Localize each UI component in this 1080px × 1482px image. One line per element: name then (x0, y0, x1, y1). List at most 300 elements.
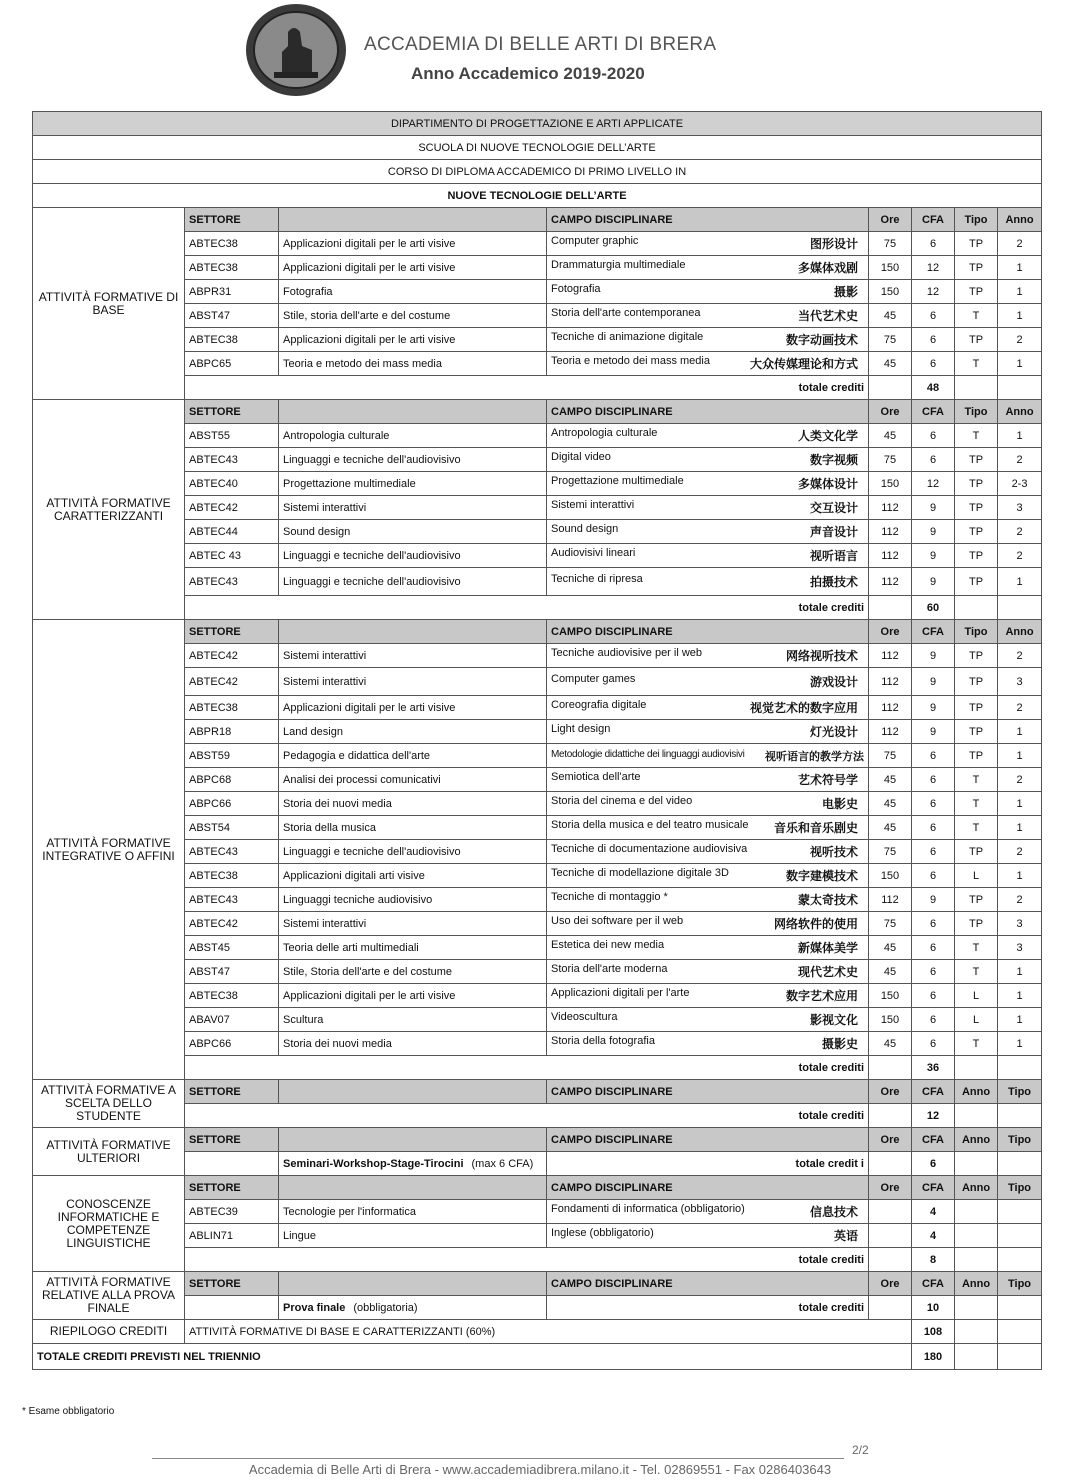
tipo-cell: L (955, 864, 998, 888)
campo-text: Tecniche di modellazione digitale 3D (551, 867, 729, 879)
settore-cell: ABTEC44 (185, 520, 279, 544)
tipo-cell: TP (955, 720, 998, 744)
cfa-header: CFA (912, 208, 955, 232)
tipo-cell: T (955, 352, 998, 376)
table-row (33, 1296, 1042, 1320)
tipo-cell: TP (955, 544, 998, 568)
settore-header: SETTORE (185, 1080, 279, 1104)
chinese-translation: 视觉艺术的数字应用 (749, 701, 858, 715)
total-label: totale crediti (547, 1296, 869, 1320)
campo-cell (547, 668, 869, 696)
chinese-translation: 声音设计 (809, 525, 858, 539)
tipo-header: Tipo (955, 400, 998, 424)
anno-header: Anno (955, 1128, 998, 1152)
table-row (33, 720, 1042, 744)
anno-cell: 2 (998, 232, 1042, 256)
settore-cell: ABTEC43 (185, 840, 279, 864)
cfa-cell: 9 (912, 668, 955, 696)
anno-cell: 3 (998, 496, 1042, 520)
total-label: totale crediti (185, 1056, 869, 1080)
tipo-cell: TP (955, 912, 998, 936)
campo-cell (547, 864, 869, 888)
discipline-cell: Applicazioni digitali per le arti visive (279, 696, 547, 720)
settore-cell: ABTEC42 (185, 668, 279, 696)
cfa-cell: 4 (912, 1200, 955, 1224)
course-title: CORSO DI DIPLOMA ACCADEMICO DI PRIMO LIVELLO IN (33, 160, 1042, 184)
ore-cell (869, 1224, 912, 1248)
settore-cell: ABTEC38 (185, 328, 279, 352)
ore-cell (869, 1200, 912, 1224)
campo-text: Semiotica dell'arte (551, 771, 641, 783)
table-row (33, 744, 1042, 768)
ore-cell: 112 (869, 720, 912, 744)
ore-cell: 150 (869, 1008, 912, 1032)
cfa-header: CFA (912, 620, 955, 644)
anno-cell: 2 (998, 768, 1042, 792)
chinese-translation: 艺术符号学 (797, 773, 858, 787)
table-row (33, 1152, 1042, 1176)
ore-cell: 150 (869, 864, 912, 888)
table-row (33, 1056, 1042, 1080)
chinese-translation: 蒙太奇技术 (797, 893, 858, 907)
anno-header: Anno (998, 400, 1042, 424)
cfa-header: CFA (912, 1080, 955, 1104)
tipo-cell: T (955, 960, 998, 984)
cfa-cell: 6 (912, 984, 955, 1008)
tipo-cell: TP (955, 328, 998, 352)
chinese-translation: 图形设计 (809, 237, 858, 251)
table-row (33, 984, 1042, 1008)
anno-cell: 1 (998, 960, 1042, 984)
summary-text: ATTIVITÀ FORMATIVE DI BASE E CARATTERIZZANTI (60%) (185, 1320, 912, 1344)
ore-cell: 112 (869, 520, 912, 544)
table-row (33, 1248, 1042, 1272)
ore-cell: 45 (869, 792, 912, 816)
campo-text: Computer games (551, 673, 636, 685)
campo-cell (547, 816, 869, 840)
cfa-cell: 12 (912, 280, 955, 304)
ore-cell: 75 (869, 840, 912, 864)
total-label: totale crediti (185, 596, 869, 620)
table-row (33, 596, 1042, 620)
footer-rule (152, 1458, 844, 1459)
campo-cell (547, 1200, 869, 1224)
campo-text: Videoscultura (551, 1011, 618, 1023)
anno-cell: 2 (998, 544, 1042, 568)
table-row (33, 544, 1042, 568)
ore-cell: 112 (869, 544, 912, 568)
ore-cell: 112 (869, 644, 912, 668)
ore-cell: 150 (869, 984, 912, 1008)
chinese-translation: 视听技术 (809, 845, 858, 859)
academic-year: Anno Accademico 2019-2020 (411, 64, 645, 83)
ore-cell: 45 (869, 936, 912, 960)
anno-cell: 1 (998, 256, 1042, 280)
settore-cell: ABTEC43 (185, 888, 279, 912)
table-row (33, 352, 1042, 376)
table-row (33, 840, 1042, 864)
anno-cell: 1 (998, 792, 1042, 816)
anno-cell: 1 (998, 424, 1042, 448)
table-row (33, 184, 1042, 208)
settore-cell: ABLIN71 (185, 1224, 279, 1248)
page-number: 2/2 (852, 1443, 869, 1457)
settore-cell: ABAV07 (185, 1008, 279, 1032)
discipline-cell: Linguaggi e tecniche dell'audiovisivo (279, 568, 547, 596)
settore-cell: ABST47 (185, 960, 279, 984)
chinese-translation: 数字视频 (809, 453, 858, 467)
table-row (33, 1320, 1042, 1344)
campo-text: Inglese (obbligatorio) (551, 1227, 654, 1239)
campo-cell (547, 472, 869, 496)
cfa-cell: 6 (912, 352, 955, 376)
table-row (33, 936, 1042, 960)
cfa-cell: 6 (912, 912, 955, 936)
discipline-cell: Sistemi interattivi (279, 668, 547, 696)
chinese-translation: 拍摄技术 (809, 575, 858, 589)
category-label: ATTIVITÀ FORMATIVE ULTERIORI (33, 1128, 185, 1176)
cfa-header: CFA (912, 1176, 955, 1200)
tipo-cell: T (955, 936, 998, 960)
discipline-cell: Teoria e metodo dei mass media (279, 352, 547, 376)
settore-cell: ABTEC39 (185, 1200, 279, 1224)
campo-cell (547, 424, 869, 448)
anno-cell: 1 (998, 304, 1042, 328)
chinese-translation: 影视文化 (809, 1013, 858, 1027)
grand-total-label: TOTALE CREDITI PREVISTI NEL TRIENNIO (33, 1344, 912, 1370)
settore-cell: ABTEC38 (185, 864, 279, 888)
table-row (33, 1272, 1042, 1296)
discipline-cell: Applicazioni digitali per le arti visive (279, 328, 547, 352)
table-row (33, 400, 1042, 424)
chinese-translation: 人类文化学 (797, 429, 858, 443)
table-row (33, 160, 1042, 184)
campo-cell (547, 960, 869, 984)
academy-name: ACCADEMIA DI BELLE ARTI DI BRERA (364, 34, 717, 55)
anno-header: Anno (955, 1272, 998, 1296)
table-row (33, 376, 1042, 400)
tipo-cell: TP (955, 696, 998, 720)
anno-cell: 1 (998, 744, 1042, 768)
chinese-translation: 电影史 (821, 797, 858, 811)
chinese-translation: 数字艺术应用 (785, 989, 858, 1003)
discipline-cell: Progettazione multimediale (279, 472, 547, 496)
cfa-cell: 9 (912, 520, 955, 544)
activity-note: (obbligatoria) (353, 1301, 418, 1314)
tipo-cell: TP (955, 644, 998, 668)
campo-header: CAMPO DISCIPLINARE (547, 1272, 869, 1296)
discipline-cell: Applicazioni digitali arti visive (279, 864, 547, 888)
table-row (33, 496, 1042, 520)
tipo-cell: T (955, 792, 998, 816)
campo-cell (547, 352, 869, 376)
campo-text: Metodologie didattiche dei linguaggi audiovisivi (551, 748, 745, 760)
campo-text: Tecniche di montaggio * (551, 891, 668, 903)
academy-seal-logo (244, 2, 348, 98)
discipline-cell: Fotografia (279, 280, 547, 304)
chinese-translation: 当代艺术史 (797, 309, 858, 323)
discipline-cell: Stile, storia dell'arte e del costume (279, 304, 547, 328)
discipline-cell: Linguaggi e tecniche dell'audiovisivo (279, 544, 547, 568)
cfa-header: CFA (912, 1272, 955, 1296)
cfa-cell: 6 (912, 960, 955, 984)
cfa-cell: 6 (912, 816, 955, 840)
settore-cell: ABPC65 (185, 352, 279, 376)
discipline-cell: Lingue (279, 1224, 547, 1248)
campo-text: Tecniche audiovisive per il web (551, 647, 703, 659)
campo-header: CAMPO DISCIPLINARE (547, 1128, 869, 1152)
table-row (33, 1032, 1042, 1056)
cfa-cell: 6 (912, 328, 955, 352)
settore-cell: ABST59 (185, 744, 279, 768)
tipo-cell: TP (955, 256, 998, 280)
activity-title: Seminari-Workshop-Stage-Tirocini (283, 1157, 464, 1170)
ore-cell: 75 (869, 744, 912, 768)
discipline-cell: Sistemi interattivi (279, 644, 547, 668)
cfa-cell: 6 (912, 232, 955, 256)
campo-text: Computer graphic (551, 235, 639, 247)
activity-name (279, 1296, 547, 1320)
anno-cell: 2 (998, 888, 1042, 912)
settore-header: SETTORE (185, 1272, 279, 1296)
table-row (33, 696, 1042, 720)
campo-cell (547, 768, 869, 792)
settore-cell: ABTEC38 (185, 256, 279, 280)
anno-cell: 1 (998, 1008, 1042, 1032)
campo-text: Light design (551, 723, 611, 735)
campo-cell (547, 644, 869, 668)
ore-header: Ore (869, 400, 912, 424)
tipo-cell: TP (955, 744, 998, 768)
campo-text: Tecniche di animazione digitale (551, 331, 704, 343)
campo-text: Drammaturgia multimediale (551, 259, 686, 271)
ore-cell: 75 (869, 232, 912, 256)
chinese-translation: 视听语言的教学方法 (765, 750, 864, 763)
cfa-cell: 9 (912, 888, 955, 912)
table-row (33, 1224, 1042, 1248)
category-label: ATTIVITÀ FORMATIVE RELATIVE ALLA PROVA FINALE (33, 1272, 185, 1320)
tipo-cell (955, 1224, 998, 1248)
campo-cell (547, 328, 869, 352)
tipo-header: Tipo (955, 620, 998, 644)
total-value: 8 (912, 1248, 955, 1272)
campo-text: Estetica dei new media (551, 939, 665, 951)
discipline-cell: Storia dei nuovi media (279, 1032, 547, 1056)
campo-cell (547, 744, 869, 768)
table-row (33, 280, 1042, 304)
campo-cell (547, 936, 869, 960)
anno-cell: 1 (998, 864, 1042, 888)
campo-cell (547, 912, 869, 936)
cfa-cell: 4 (912, 1224, 955, 1248)
discipline-cell: Linguaggi e tecniche dell'audiovisivo (279, 448, 547, 472)
chinese-translation: 游戏设计 (809, 675, 858, 689)
tipo-cell: TP (955, 232, 998, 256)
campo-text: Antropologia culturale (551, 427, 658, 439)
ore-cell: 112 (869, 888, 912, 912)
campo-header: CAMPO DISCIPLINARE (547, 1080, 869, 1104)
anno-cell (998, 1224, 1042, 1248)
table-row (33, 448, 1042, 472)
chinese-translation: 英语 (833, 1229, 858, 1243)
settore-cell: ABST45 (185, 936, 279, 960)
ore-cell: 75 (869, 448, 912, 472)
activity-name (279, 1152, 547, 1176)
chinese-translation: 多媒体设计 (797, 477, 858, 491)
anno-cell: 2 (998, 520, 1042, 544)
table-row (33, 472, 1042, 496)
chinese-translation: 数字建模技术 (785, 869, 858, 883)
ore-cell: 150 (869, 256, 912, 280)
tipo-cell: T (955, 768, 998, 792)
table-row (33, 1128, 1042, 1152)
ore-cell: 45 (869, 768, 912, 792)
cfa-cell: 9 (912, 568, 955, 596)
table-row (33, 960, 1042, 984)
cfa-cell: 6 (912, 424, 955, 448)
anno-cell: 3 (998, 936, 1042, 960)
campo-cell (547, 888, 869, 912)
tipo-cell: T (955, 304, 998, 328)
discipline-cell: Analisi dei processi comunicativi (279, 768, 547, 792)
anno-cell: 1 (998, 816, 1042, 840)
tipo-header: Tipo (955, 208, 998, 232)
anno-cell: 2 (998, 328, 1042, 352)
tipo-cell: TP (955, 496, 998, 520)
settore-cell: ABPR31 (185, 280, 279, 304)
anno-header: Anno (998, 208, 1042, 232)
cfa-cell: 6 (912, 744, 955, 768)
settore-cell: ABTEC38 (185, 696, 279, 720)
category-label: ATTIVITÀ FORMATIVE DI BASE (33, 208, 185, 400)
settore-header: SETTORE (185, 1176, 279, 1200)
tipo-cell: TP (955, 840, 998, 864)
total-label: totale crediti (185, 376, 869, 400)
settore-header: SETTORE (185, 208, 279, 232)
chinese-translation: 视听语言 (809, 549, 858, 563)
category-label: ATTIVITÀ FORMATIVE INTEGRATIVE O AFFINI (33, 620, 185, 1080)
campo-text: Digital video (551, 451, 611, 463)
tipo-cell (955, 1200, 998, 1224)
discipline-cell: Teoria delle arti multimediali (279, 936, 547, 960)
settore-cell: ABTEC42 (185, 912, 279, 936)
anno-header: Anno (998, 620, 1042, 644)
tipo-cell: TP (955, 568, 998, 596)
ore-cell: 75 (869, 328, 912, 352)
table-row (33, 232, 1042, 256)
campo-header: CAMPO DISCIPLINARE (547, 208, 869, 232)
settore-cell: ABTEC 43 (185, 544, 279, 568)
cfa-cell: 6 (912, 768, 955, 792)
chinese-translation: 摄影史 (821, 1037, 858, 1051)
cfa-cell: 9 (912, 696, 955, 720)
ore-cell: 45 (869, 424, 912, 448)
anno-header: Anno (955, 1080, 998, 1104)
chinese-translation: 现代艺术史 (797, 965, 858, 979)
campo-cell (547, 696, 869, 720)
chinese-translation: 灯光设计 (809, 725, 858, 739)
total-value: 10 (912, 1296, 955, 1320)
tipo-cell: T (955, 424, 998, 448)
anno-cell: 2-3 (998, 472, 1042, 496)
campo-text: Sound design (551, 523, 619, 535)
campo-cell (547, 256, 869, 280)
table-row (33, 1080, 1042, 1104)
chinese-translation: 信息技术 (809, 1205, 858, 1219)
discipline-cell: Storia dei nuovi media (279, 792, 547, 816)
campo-text: Tecniche di documentazione audiovisiva (551, 843, 748, 855)
anno-cell: 2 (998, 840, 1042, 864)
campo-text: Applicazioni digitali per l'arte (551, 987, 690, 999)
ore-cell: 75 (869, 912, 912, 936)
table-row (33, 888, 1042, 912)
footnote: * Esame obbligatorio (22, 1406, 115, 1417)
tipo-cell: TP (955, 448, 998, 472)
cfa-cell: 6 (912, 936, 955, 960)
cfa-header: CFA (912, 400, 955, 424)
cfa-cell: 6 (912, 1032, 955, 1056)
total-label: totale crediti (185, 1104, 869, 1128)
anno-cell (998, 1200, 1042, 1224)
table-row (33, 768, 1042, 792)
campo-text: Storia della musica e del teatro musicale (551, 819, 749, 831)
discipline-cell: Land design (279, 720, 547, 744)
campo-cell (547, 1032, 869, 1056)
table-row (33, 112, 1042, 136)
anno-header: Anno (955, 1176, 998, 1200)
ore-cell: 45 (869, 1032, 912, 1056)
tipo-cell: TP (955, 280, 998, 304)
discipline-cell: Scultura (279, 1008, 547, 1032)
tipo-header: Tipo (998, 1176, 1042, 1200)
cfa-cell: 6 (912, 840, 955, 864)
settore-cell: ABTEC42 (185, 644, 279, 668)
table-row (33, 1344, 1042, 1370)
chinese-translation: 数字动画技术 (785, 333, 858, 347)
cfa-cell: 12 (912, 256, 955, 280)
department-title: DIPARTIMENTO DI PROGETTAZIONE E ARTI APPLICATE (33, 112, 1042, 136)
campo-cell (547, 280, 869, 304)
ore-cell: 150 (869, 280, 912, 304)
school-title: SCUOLA DI NUOVE TECNOLOGIE DELL’ARTE (33, 136, 1042, 160)
table-row (33, 620, 1042, 644)
discipline-cell: Linguaggi tecniche audiovisivo (279, 888, 547, 912)
table-row (33, 520, 1042, 544)
total-value: 60 (912, 596, 955, 620)
tipo-cell: L (955, 984, 998, 1008)
total-value: 36 (912, 1056, 955, 1080)
ore-cell: 45 (869, 304, 912, 328)
settore-cell: ABPC68 (185, 768, 279, 792)
category-label: ATTIVITÀ FORMATIVE A SCELTA DELLO STUDENTE (33, 1080, 185, 1128)
settore-cell: ABST47 (185, 304, 279, 328)
tipo-cell: L (955, 1008, 998, 1032)
tipo-cell: TP (955, 888, 998, 912)
campo-text: Storia del cinema e del video (551, 795, 693, 807)
settore-cell: ABPR18 (185, 720, 279, 744)
grand-total-value: 180 (912, 1344, 955, 1370)
total-value: 12 (912, 1104, 955, 1128)
ore-header: Ore (869, 1128, 912, 1152)
anno-cell: 2 (998, 448, 1042, 472)
ore-header: Ore (869, 208, 912, 232)
campo-cell (547, 304, 869, 328)
cfa-cell: 9 (912, 544, 955, 568)
table-row (33, 912, 1042, 936)
chinese-translation: 音乐和音乐剧史 (773, 821, 858, 835)
campo-header: CAMPO DISCIPLINARE (547, 400, 869, 424)
category-label: CONOSCENZE INFORMATICHE E COMPETENZE LINGUISTICHE (33, 1176, 185, 1272)
